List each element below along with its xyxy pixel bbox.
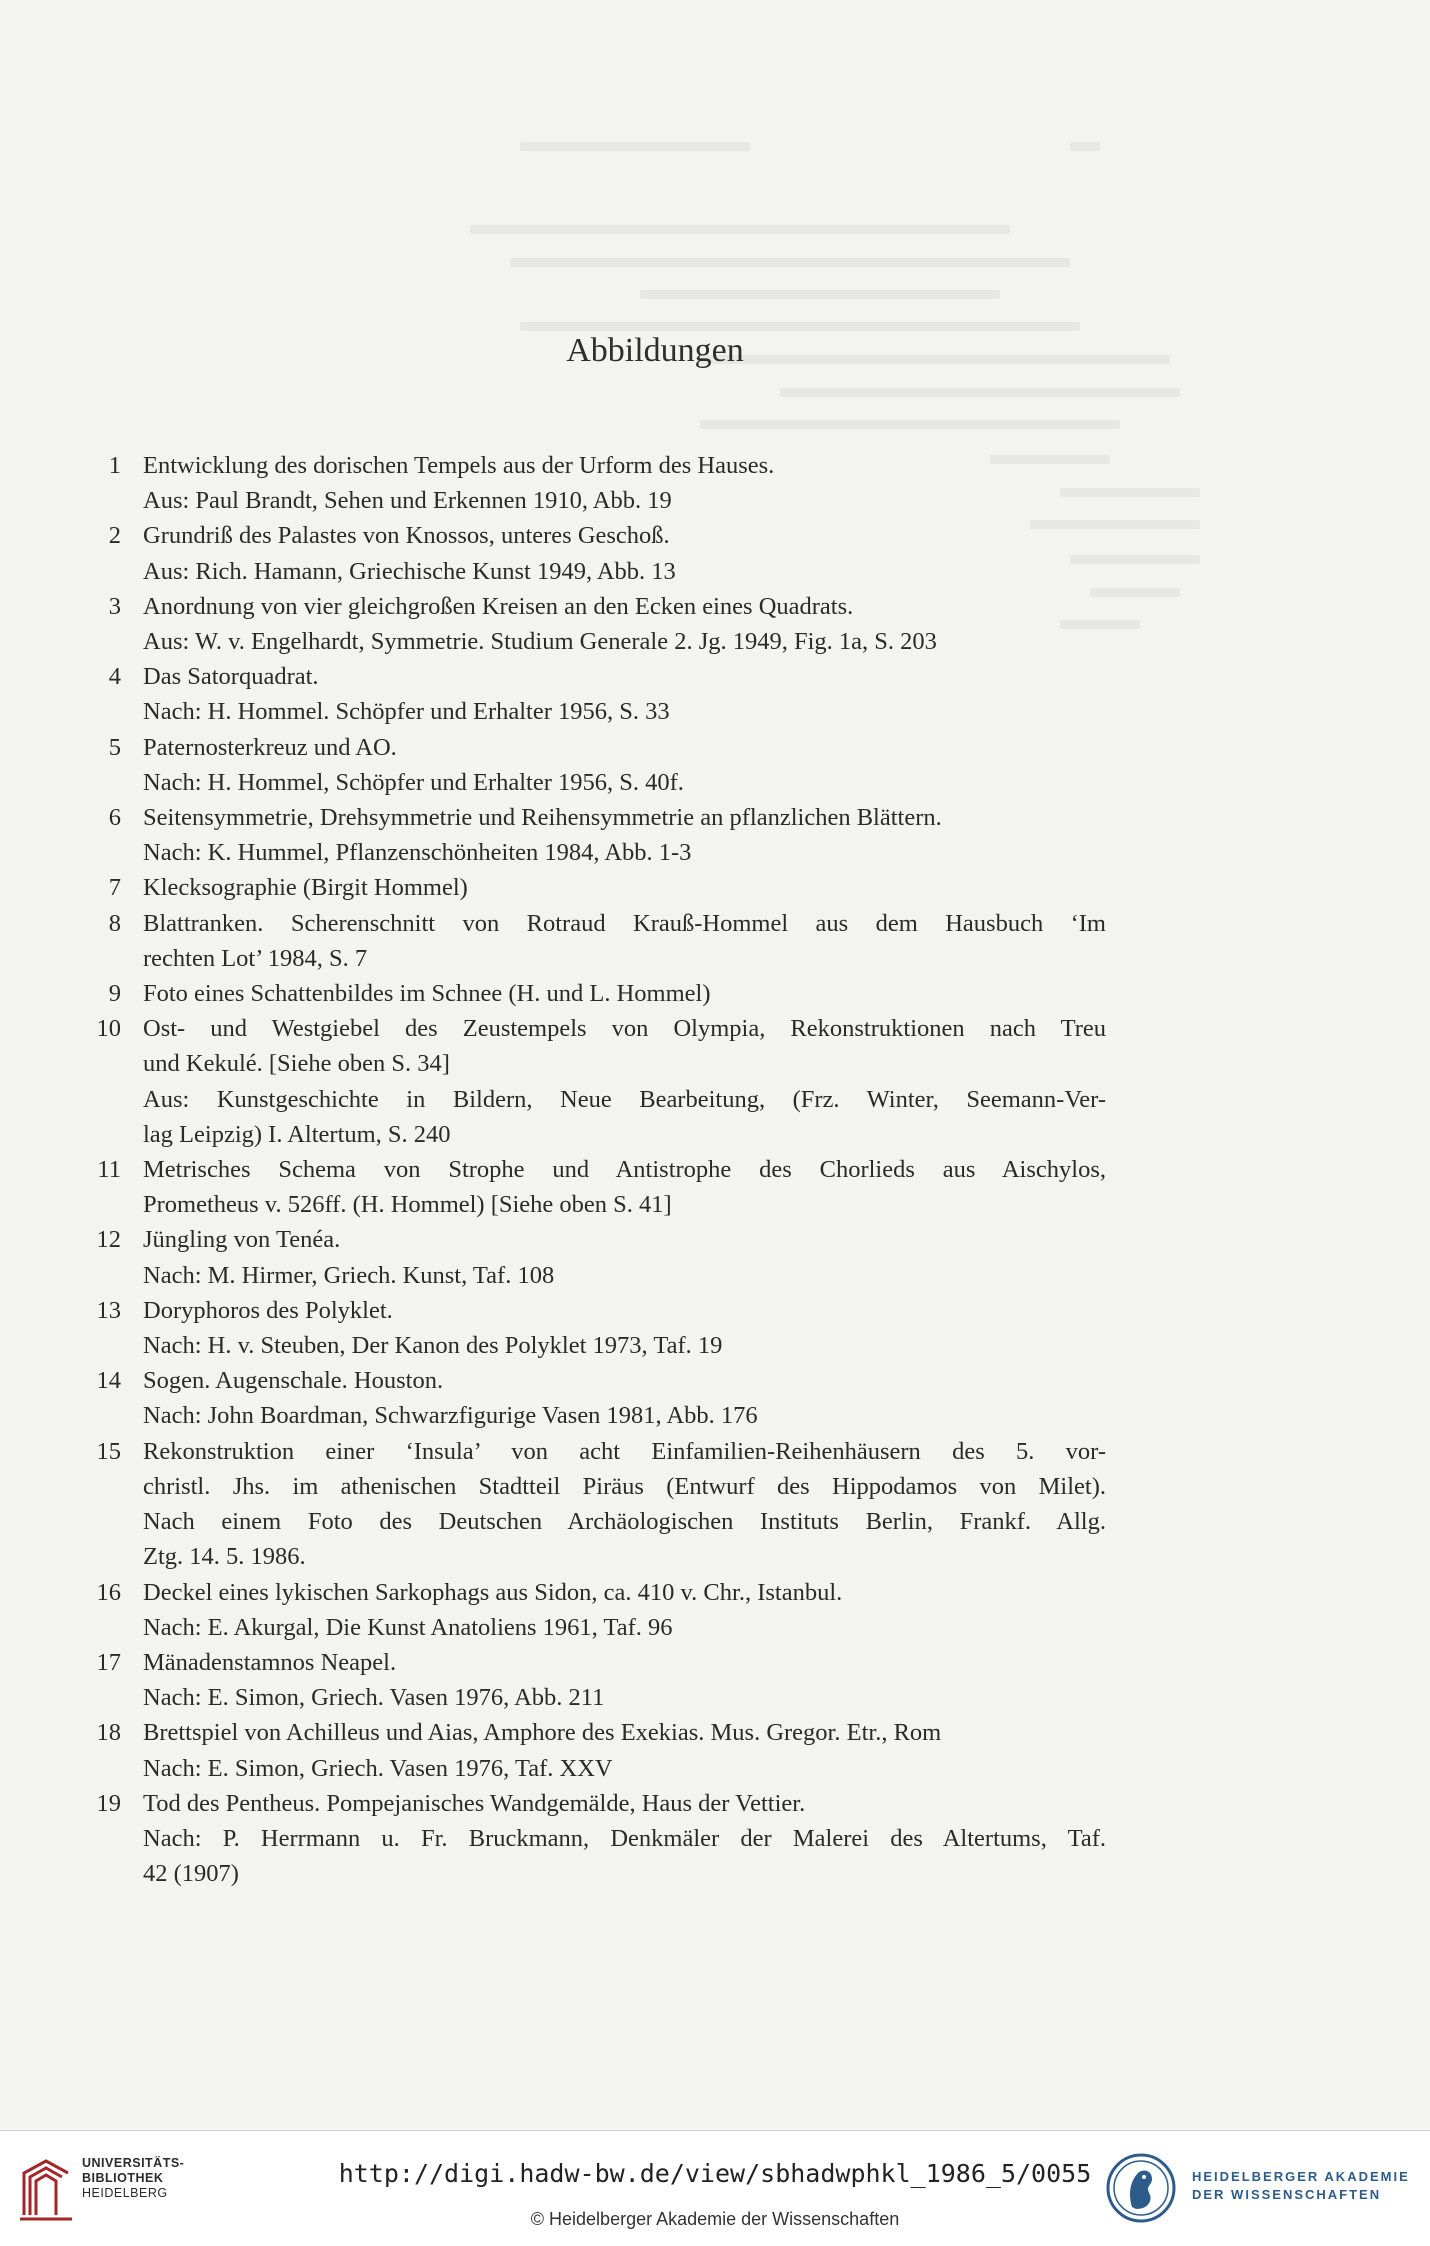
caption-line: Doryphoros des Polyklet. [143, 1296, 393, 1324]
figure-caption [143, 1645, 1106, 1715]
figure-number: 16 [96, 1578, 121, 1606]
caption-line: Blattranken. Scherenschnitt von Rotraud Krauß-Hommel aus dem Hausbuch ‘Im [143, 909, 1106, 937]
figure-number: 8 [108, 909, 121, 937]
caption-line: rechten Lot’ 1984, S. 7 [143, 944, 368, 972]
caption-line: Sogen. Augenschale. Houston. [143, 1367, 444, 1395]
caption-line: lag Leipzig) I. Altertum, S. 240 [143, 1120, 451, 1148]
figure-entry [86, 659, 1106, 729]
figure-entry [86, 1786, 1106, 1892]
caption-line: und Kekulé. [Siehe oben S. 34] [143, 1050, 450, 1078]
figure-caption [143, 1434, 1106, 1575]
figure-number: 7 [108, 874, 121, 902]
figure-caption [143, 1152, 1106, 1222]
figure-entry [86, 448, 1106, 518]
figure-caption [143, 1011, 1106, 1152]
figure-number: 15 [96, 1437, 121, 1465]
figure-caption [143, 518, 1106, 588]
permalink-url[interactable]: http://digi.hadw-bw.de/view/sbhadwphkl_1986_5/0055 [338, 2159, 1092, 2188]
caption-line: Ost- und Westgiebel des Zeustempels von Olympia, Rekonstruktionen nach Treu [143, 1015, 1106, 1043]
figure-caption [143, 1786, 1106, 1892]
caption-line: Jüngling von Tenéa. [143, 1226, 341, 1254]
figure-entry [86, 1645, 1106, 1715]
caption-line: Nach: E. Akurgal, Die Kunst Anatoliens 1961, Taf. 96 [143, 1613, 673, 1641]
library-name-line1: UNIVERSITÄTS- [82, 2156, 185, 2170]
figure-caption [143, 1363, 1106, 1433]
figure-entry [86, 906, 1106, 976]
academy-seal-icon[interactable] [1106, 2151, 1176, 2225]
figure-number: 18 [96, 1719, 121, 1747]
figure-entry [86, 589, 1106, 659]
caption-line: Metrisches Schema von Strophe und Antistrophe des Chorlieds aus Aischylos, [143, 1156, 1106, 1184]
figure-caption [143, 1575, 1106, 1645]
figure-caption [143, 1293, 1106, 1363]
figure-entry [86, 1222, 1106, 1292]
figure-entry [86, 1152, 1106, 1222]
figure-caption [143, 906, 1106, 976]
caption-line: Nach: John Boardman, Schwarzfigurige Vasen 1981, Abb. 176 [143, 1402, 758, 1430]
caption-line: Prometheus v. 526ff. (H. Hommel) [Siehe oben S. 41] [143, 1191, 672, 1219]
caption-line: Aus: W. v. Engelhardt, Symmetrie. Studium Generale 2. Jg. 1949, Fig. 1a, S. 203 [143, 628, 937, 656]
figure-number: 11 [97, 1156, 121, 1184]
caption-line: Nach: P. Herrmann u. Fr. Bruckmann, Denkmäler der Malerei des Altertums, Taf. [143, 1824, 1106, 1852]
figure-caption [143, 448, 1106, 518]
figure-number: 5 [108, 733, 121, 761]
figure-number: 4 [108, 663, 121, 691]
caption-line: Anordnung von vier gleichgroßen Kreisen an den Ecken eines Quadrats. [143, 592, 854, 620]
figure-list [86, 448, 1106, 1891]
figure-entry [86, 1715, 1106, 1785]
academy-name-line1: HEIDELBERGER AKADEMIE [1192, 2169, 1410, 2184]
caption-line: Klecksographie (Birgit Hommel) [143, 874, 468, 902]
figure-number: 10 [96, 1015, 121, 1043]
caption-line: Brettspiel von Achilleus und Aias, Amphore des Exekias. Mus. Gregor. Etr., Rom [143, 1719, 942, 1747]
figure-caption [143, 1715, 1106, 1785]
figure-entry [86, 518, 1106, 588]
figure-entry [86, 1011, 1106, 1152]
figure-number: 13 [96, 1296, 121, 1324]
caption-line: Ztg. 14. 5. 1986. [143, 1543, 306, 1571]
caption-line: Nach: H. v. Steuben, Der Kanon des Polyklet 1973, Taf. 19 [143, 1332, 723, 1360]
caption-line: Grundriß des Palastes von Knossos, unteres Geschoß. [143, 522, 670, 550]
academy-name [1192, 2168, 1410, 2204]
figure-entry [86, 1363, 1106, 1433]
caption-line: Das Satorquadrat. [143, 663, 319, 691]
figure-entry [86, 1293, 1106, 1363]
caption-line: Nach einem Foto des Deutschen Archäologischen Instituts Berlin, Frankf. Allg. [143, 1508, 1106, 1536]
caption-line: Mänadenstamnos Neapel. [143, 1648, 397, 1676]
caption-line: christl. Jhs. im athenischen Stadtteil Piräus (Entwurf des Hippodamos von Milet). [143, 1472, 1106, 1500]
caption-line: Rekonstruktion einer ‘Insula’ von acht Einfamilien-Reihenhäusern des 5. vor- [143, 1437, 1106, 1465]
figure-caption [143, 730, 1106, 800]
figure-caption [143, 659, 1106, 729]
caption-line: Nach: H. Hommel. Schöpfer und Erhalter 1956, S. 33 [143, 698, 670, 726]
figure-number: 6 [108, 804, 121, 832]
figure-number: 17 [96, 1648, 121, 1676]
caption-line: Nach: M. Hirmer, Griech. Kunst, Taf. 108 [143, 1261, 555, 1289]
figure-entry [86, 870, 1106, 905]
copyright-notice: © Heidelberger Akademie der Wissenschaften [530, 2209, 900, 2229]
library-name-line2: BIBLIOTHEK [82, 2171, 164, 2185]
figure-caption [143, 800, 1106, 870]
figure-number: 12 [96, 1226, 121, 1254]
figure-number: 2 [108, 522, 121, 550]
figure-number: 14 [96, 1367, 121, 1395]
library-name-line3: HEIDELBERG [82, 2186, 168, 2200]
figure-caption [143, 870, 1106, 905]
figure-number: 3 [108, 592, 121, 620]
caption-line: Deckel eines lykischen Sarkophags aus Sidon, ca. 410 v. Chr., Istanbul. [143, 1578, 843, 1606]
figure-number: 9 [108, 980, 121, 1008]
figure-caption [143, 589, 1106, 659]
caption-line: Nach: K. Hummel, Pflanzenschönheiten 1984, Abb. 1-3 [143, 839, 692, 867]
caption-line: Nach: E. Simon, Griech. Vasen 1976, Taf. XXV [143, 1754, 613, 1782]
caption-line: Tod des Pentheus. Pompejanisches Wandgemälde, Haus der Vettier. [143, 1789, 806, 1817]
caption-line: 42 (1907) [143, 1860, 239, 1888]
figure-entry [86, 1434, 1106, 1575]
caption-line: Aus: Rich. Hamann, Griechische Kunst 1949, Abb. 13 [143, 557, 676, 585]
caption-line: Foto eines Schattenbildes im Schnee (H. und L. Hommel) [143, 980, 711, 1008]
page-title: Abbildungen [566, 332, 744, 369]
figure-number: 1 [108, 452, 121, 479]
figure-entry [86, 1575, 1106, 1645]
figure-caption [143, 976, 1106, 1011]
caption-line: Aus: Kunstgeschichte in Bildern, Neue Bearbeitung, (Frz. Winter, Seemann-Ver- [143, 1085, 1106, 1113]
figure-caption [143, 1222, 1106, 1292]
caption-line: Seitensymmetrie, Drehsymmetrie und Reihensymmetrie an pflanzlichen Blättern. [143, 804, 942, 832]
academy-name-line2: DER WISSENSCHAFTEN [1192, 2187, 1382, 2202]
figure-entry [86, 730, 1106, 800]
figure-number: 19 [96, 1789, 121, 1817]
caption-line: Nach: E. Simon, Griech. Vasen 1976, Abb. 211 [143, 1684, 605, 1712]
figure-entry [86, 976, 1106, 1011]
figure-entry [86, 800, 1106, 870]
caption-line: Entwicklung des dorischen Tempels aus der Urform des Hauses. [143, 452, 775, 479]
caption-line: Nach: H. Hommel, Schöpfer und Erhalter 1956, S. 40f. [143, 768, 684, 796]
caption-line: Aus: Paul Brandt, Sehen und Erkennen 1910, Abb. 19 [143, 487, 672, 515]
footer-bar [0, 2130, 1430, 2246]
caption-line: Paternosterkreuz und AO. [143, 733, 397, 761]
